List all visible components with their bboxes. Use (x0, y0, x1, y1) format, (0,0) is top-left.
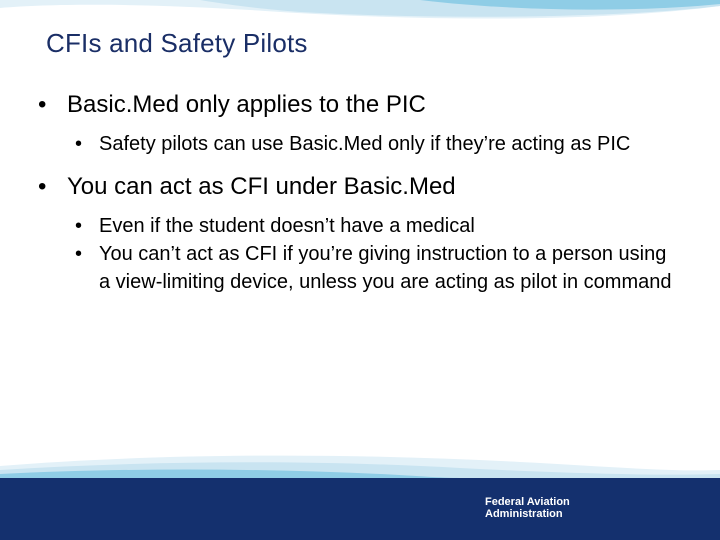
bottom-decorative-band (0, 448, 720, 478)
slide-title: CFIs and Safety Pilots (46, 28, 308, 58)
bullet-text: Basic.Med only applies to the PIC (67, 91, 426, 118)
footer-bar (0, 478, 720, 540)
sub-bullet-item (75, 240, 678, 296)
slide-body (38, 90, 678, 310)
bullet-glyph: • (75, 215, 83, 237)
bullet-group-1 (38, 90, 678, 158)
footer-line-2: Administration (485, 508, 563, 520)
bullet-text: You can act as CFI under Basic.Med (67, 173, 456, 200)
sub-bullet-text: Safety pilots can use Basic.Med only if they’re acting as PIC (99, 133, 631, 155)
bullet-glyph: • (38, 91, 47, 118)
faa-wordmark (485, 496, 570, 520)
bullet-glyph: • (38, 173, 47, 200)
bullet-glyph: • (75, 133, 83, 155)
sub-bullet-text: Even if the student doesn’t have a medical (99, 215, 475, 237)
sub-bullet-item (75, 130, 678, 158)
sub-bullet-text: You can’t act as CFI if you’re giving instruction to a person using a view-limiting device, unless you are acting as pilot in command (99, 243, 672, 293)
sub-bullet-item (75, 212, 678, 240)
bullet-item (38, 90, 678, 120)
footer-line-1: Federal Aviation (485, 496, 570, 508)
bullet-group-2 (38, 172, 678, 296)
bullet-item (38, 172, 678, 202)
bullet-glyph: • (75, 243, 83, 265)
top-decorative-band (0, 0, 720, 22)
